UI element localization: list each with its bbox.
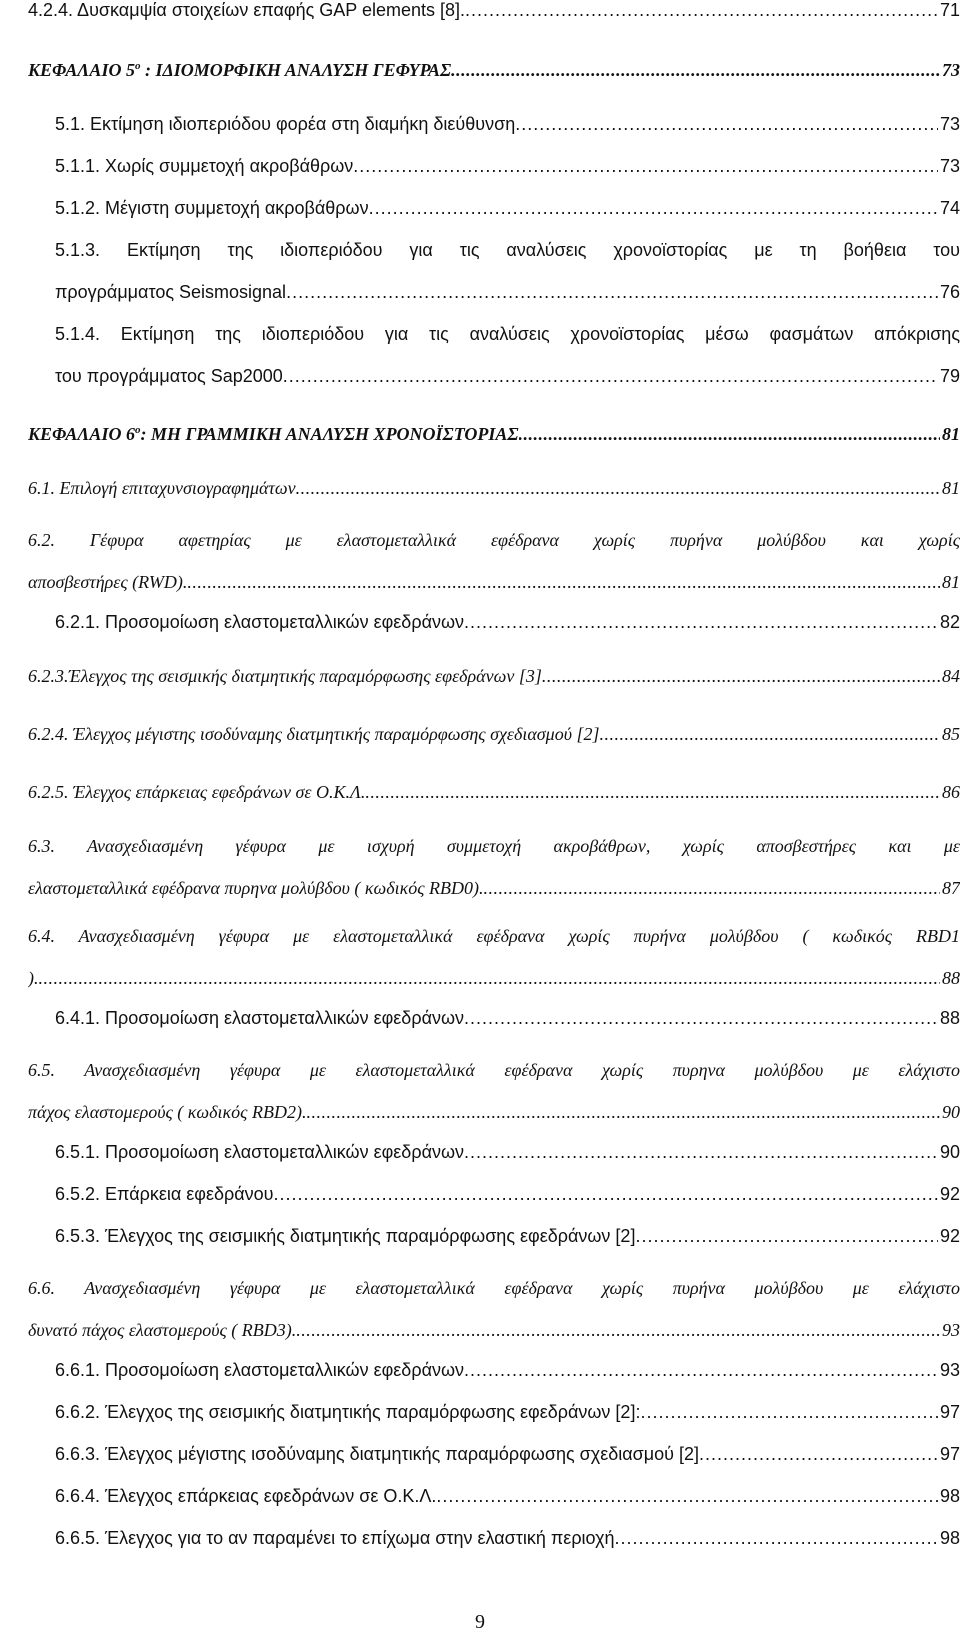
toc-page-number: 87 [942, 878, 960, 898]
toc-entry-title: 6.2.4. Έλεγχος μέγιστης ισοδύναμης διατμητικής παραμόρφωσης σχεδιασμού [2] [28, 724, 600, 744]
toc-entry-title: 4.2.4. Δυσκαμψία στοιχείων επαφής GAP elements [8]. [28, 0, 466, 20]
toc-page-number: 73 [939, 114, 960, 134]
toc-page-number: 92 [939, 1226, 960, 1246]
toc-page-number: 81 [942, 572, 960, 592]
toc-entry-title: 6.4.1. Προσομοίωση ελαστομεταλλικών εφεδράνων [55, 1008, 465, 1028]
toc-entry [55, 1184, 960, 1210]
toc-entry [55, 1142, 960, 1168]
toc-entry-title: 6.5.2. Επάρκεια εφεδράνου [55, 1184, 274, 1204]
toc-entry [28, 1060, 960, 1128]
toc-page-number: 97 [939, 1444, 960, 1464]
toc-entry-title: 6.6.5. Έλεγχος για το αν παραμένει το επίχωμα στην ελαστική περιοχή [55, 1528, 615, 1548]
toc-entry-title-line1: 6.2. Γέφυρα αφετηρίας με ελαστομεταλλικά εφέδρανα χωρίς πυρήνα μολύβδου και χωρίς [28, 530, 960, 550]
toc-page-number: 76 [939, 282, 960, 302]
toc-entry-title-line1: 6.6. Ανασχεδιασμένη γέφυρα με ελαστομεταλλικά εφέδρανα χωρίς πυρήνα μολύβδου με ελάχιστο [28, 1278, 960, 1298]
toc-page-number: 84 [942, 666, 960, 686]
toc-entry [55, 240, 960, 308]
toc-entry [28, 926, 960, 994]
toc-entry-title: πάχος ελαστομερούς ( κωδικός RBD2). [28, 1102, 307, 1122]
toc-entry-title: προγράμματος Seismosignal [55, 282, 287, 302]
toc-entry [55, 198, 960, 224]
toc-entry-title: : ΙΔΙΟΜΟΡΦΙΚΗ ΑΝΑΛΥΣΗ ΓΕΦΥΡΑΣ [140, 60, 452, 80]
toc-entry-title: του προγράμματος Sap2000 [55, 366, 283, 386]
toc-entry-title: ). [28, 968, 39, 988]
toc-page-number: 82 [939, 612, 960, 632]
chapter-prefix: ΚΕΦΑΛΑΙΟ 6 [28, 424, 135, 444]
toc-entry [55, 1226, 960, 1252]
toc-entry-title-line1: 6.5. Ανασχεδιασμένη γέφυρα με ελαστομεταλλικά εφέδρανα χωρίς πυρηνα μολύβδου με ελάχιστο [28, 1060, 960, 1080]
toc-entry-title-line1: 6.3. Ανασχεδιασμένη γέφυρα με ισχυρή συμμετοχή ακροβάθρων, χωρίς αποσβεστήρες και με [28, 836, 960, 856]
toc-entry-title: 6.2.1. Προσομοίωση ελαστομεταλλικών εφεδράνων [55, 612, 465, 632]
toc-page-number: 85 [942, 724, 960, 744]
toc-entry-title: 6.6.4. Έλεγχος επάρκειας εφεδράνων σε Ο.Κ.Λ. [55, 1486, 437, 1506]
toc-entry [55, 1360, 960, 1386]
toc-entry-title: 5.1. Εκτίμηση ιδιοπεριόδου φορέα στη διαμήκη διεύθυνση [55, 114, 516, 134]
toc-page-number: 98 [939, 1486, 960, 1506]
toc-page-number: 86 [942, 782, 960, 802]
ordinal-superscript: ο [134, 424, 141, 436]
toc-entry-title: 6.5.3. Έλεγχος της σεισμικής διατμητικής παραμόρφωσης εφεδράνων [2] [55, 1226, 636, 1246]
toc-entry-title: 6.2.5. Έλεγχος επάρκειας εφεδράνων σε Ο.Κ.Λ. [28, 782, 366, 802]
toc-entry [28, 478, 960, 504]
toc-page-number: 74 [939, 198, 960, 218]
toc-entry-title: 6.5.1. Προσομοίωση ελαστομεταλλικών εφεδράνων [55, 1142, 465, 1162]
toc-entry [28, 1278, 960, 1346]
toc-page-number: 93 [939, 1360, 960, 1380]
toc-entry [55, 156, 960, 182]
toc-page-number: 97 [939, 1402, 960, 1422]
toc-entry [55, 1402, 960, 1428]
toc-entry-title: αποσβεστήρες (RWD). [28, 572, 188, 592]
toc-entry [55, 1008, 960, 1034]
toc-entry-title: 6.6.2. Έλεγχος της σεισμικής διατμητικής παραμόρφωσης εφεδράνων [2]: [55, 1402, 641, 1422]
chapter-prefix: ΚΕΦΑΛΑΙΟ 5 [28, 60, 135, 80]
page-number: 9 [475, 1611, 485, 1633]
toc-page-number: 90 [942, 1102, 960, 1122]
toc-entry [55, 1486, 960, 1512]
toc-entry [28, 0, 960, 26]
toc-page-number: 73 [942, 60, 960, 80]
toc-page-number: 81 [942, 478, 960, 498]
toc-page-number: 92 [939, 1184, 960, 1204]
toc-entry-chapter [28, 60, 960, 86]
toc-entry-title: 5.1.1. Χωρίς συμμετοχή ακροβάθρων [55, 156, 354, 176]
toc-entry [55, 114, 960, 140]
toc-entry [55, 612, 960, 638]
toc-entry [55, 1444, 960, 1470]
toc-entry-title: : ΜΗ ΓΡΑΜΜΙΚΗ ΑΝΑΛΥΣΗ ΧΡΟΝΟΪΣΤΟΡΙΑΣ [140, 424, 519, 444]
toc-entry-title-line1: 5.1.4. Εκτίμηση της ιδιοπεριόδου για τις αναλύσεις χρονοϊστορίας μέσω φασμάτων απόκρισης [55, 324, 960, 344]
toc-entry-title: 6.2.3.Έλεγχος της σεισμικής διατμητικής παραμόρφωσης εφεδράνων [3] [28, 666, 542, 686]
toc-page-number: 88 [942, 968, 960, 988]
toc-entry-title: δυνατό πάχος ελαστομερούς ( RBD3). [28, 1320, 297, 1340]
toc-entry [55, 324, 960, 392]
toc-entry-title-line1: 5.1.3. Εκτίμηση της ιδιοπεριόδου για τις αναλύσεις χρονοϊστορίας με τη βοήθεια του [55, 240, 960, 260]
toc-page-number: 98 [939, 1528, 960, 1548]
toc-entry [28, 836, 960, 904]
toc-page-number: 93 [942, 1320, 960, 1340]
toc-page-number: 90 [939, 1142, 960, 1162]
toc-entry-title: 6.6.3. Έλεγχος μέγιστης ισοδύναμης διατμητικής παραμόρφωσης σχεδιασμού [2] [55, 1444, 700, 1464]
toc-page-number: 73 [939, 156, 960, 176]
toc-entry-title: 6.6.1. Προσομοίωση ελαστομεταλλικών εφεδράνων [55, 1360, 465, 1380]
toc-entry-title-line1: 6.4. Ανασχεδιασμένη γέφυρα με ελαστομεταλλικά εφέδρανα χωρίς πυρήνα μολύβδου ( κωδικός RBD1 [28, 926, 960, 946]
toc-page-number: 79 [939, 366, 960, 386]
toc-entry [28, 724, 960, 750]
toc-entry-title: ελαστομεταλλικά εφέδρανα πυρηνα μολύβδου ( κωδικός RBD0). [28, 878, 484, 898]
toc-entry [55, 1528, 960, 1554]
toc-page-number: 81 [942, 424, 960, 444]
toc-entry-title: 5.1.2. Μέγιστη συμμετοχή ακροβάθρων [55, 198, 369, 218]
toc-entry-chapter [28, 424, 960, 450]
toc-entry [28, 530, 960, 598]
ordinal-superscript: ο [134, 60, 141, 72]
toc-page-number: 71 [939, 0, 960, 20]
toc-entry [28, 666, 960, 692]
toc-entry [28, 782, 960, 808]
toc-page-number: 88 [939, 1008, 960, 1028]
toc-entry-title: 6.1. Επιλογή επιταχυνσιογραφημάτων [28, 478, 296, 498]
